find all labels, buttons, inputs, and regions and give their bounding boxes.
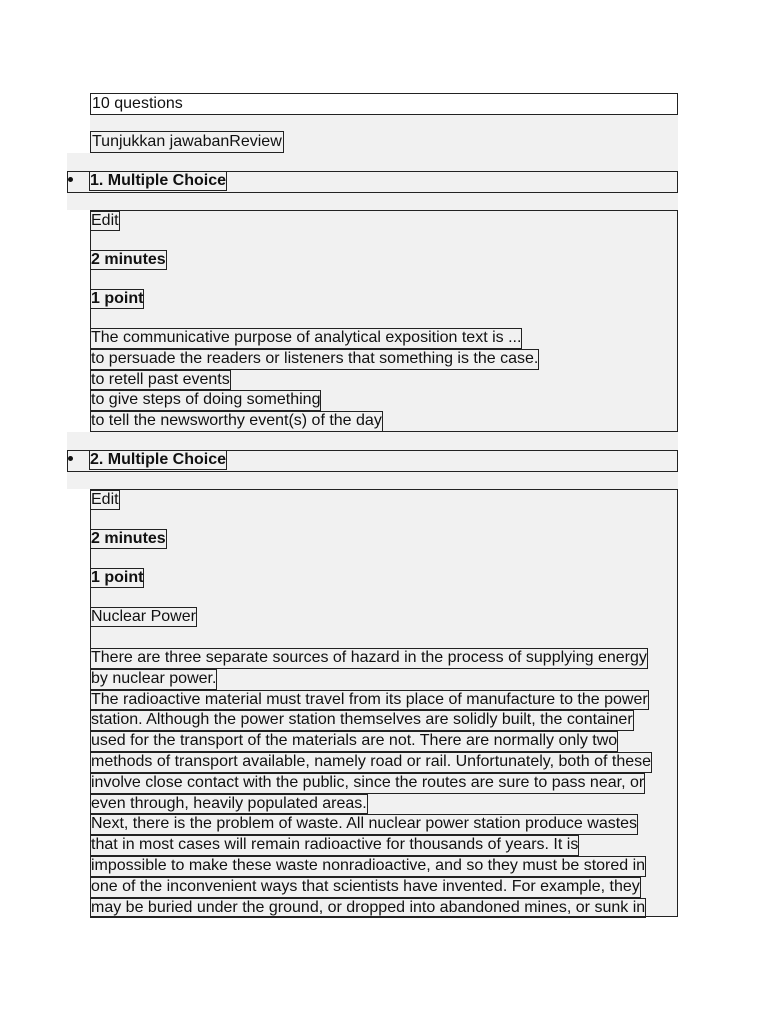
passage-line: Next, there is the problem of waste. All nuclear power station produce wastes xyxy=(90,814,638,835)
review-button[interactable]: Review xyxy=(229,133,282,150)
time-limit: 2 minutes xyxy=(91,530,166,547)
question-count-bar xyxy=(90,93,678,115)
question-1-body xyxy=(91,328,539,432)
passage-line: may be buried under the ground, or dropped into abandoned mines, or sunk in xyxy=(90,898,646,919)
question-count: 10 questions xyxy=(92,95,183,112)
passage-line: that in most cases will remain radioactive for thousands of years. It is xyxy=(90,835,579,856)
question-2-title-row xyxy=(67,450,678,472)
question-prompt: The communicative purpose of analytical exposition text is ... xyxy=(90,328,522,349)
answer-option[interactable]: to tell the newsworthy event(s) of the day xyxy=(90,411,383,432)
question-1-title-row xyxy=(67,171,678,193)
points-value: 1 point xyxy=(91,569,144,586)
passage-line: methods of transport available, namely road or rail. Unfortunately, both of these xyxy=(90,752,652,773)
passage-line: one of the inconvenient ways that scientists have invented. For example, they xyxy=(90,877,641,898)
passage-line: involve close contact with the public, since the routes are sure to pass near, or xyxy=(90,773,645,794)
passage-line: by nuclear power. xyxy=(90,669,217,690)
question-2-card xyxy=(90,489,678,917)
passage-line: even through, heavily populated areas. xyxy=(90,794,368,815)
bullet-icon xyxy=(68,177,73,182)
answer-option[interactable]: to give steps of doing something xyxy=(90,390,321,411)
question-1-title: 1. Multiple Choice xyxy=(90,172,227,189)
passage-line: station. Although the power station themselves are solidly built, the container xyxy=(90,710,634,731)
passage-line: The radioactive material must travel from its place of manufacture to the power xyxy=(90,690,649,711)
answer-option[interactable]: to persuade the readers or listeners that something is the case. xyxy=(90,349,539,370)
show-answers-toggle[interactable]: Tunjukkan jawaban xyxy=(92,133,230,150)
passage-line: impossible to make these waste nonradioactive, and so they must be stored in xyxy=(90,856,646,877)
question-1-card xyxy=(90,210,678,432)
points-value: 1 point xyxy=(91,290,144,307)
bullet-icon xyxy=(68,456,73,461)
passage-line: used for the transport of the materials are not. There are normally only two xyxy=(90,731,618,752)
edit-button[interactable]: Edit xyxy=(91,212,119,229)
question-2-title: 2. Multiple Choice xyxy=(90,451,227,468)
answer-option[interactable]: to retell past events xyxy=(90,370,231,391)
passage-line: There are three separate sources of hazard in the process of supplying energy xyxy=(90,648,648,669)
answer-review-controls xyxy=(90,131,284,153)
passage-title: Nuclear Power xyxy=(91,608,196,625)
time-limit: 2 minutes xyxy=(91,251,166,268)
passage-body xyxy=(91,648,652,918)
edit-button[interactable]: Edit xyxy=(91,491,119,508)
